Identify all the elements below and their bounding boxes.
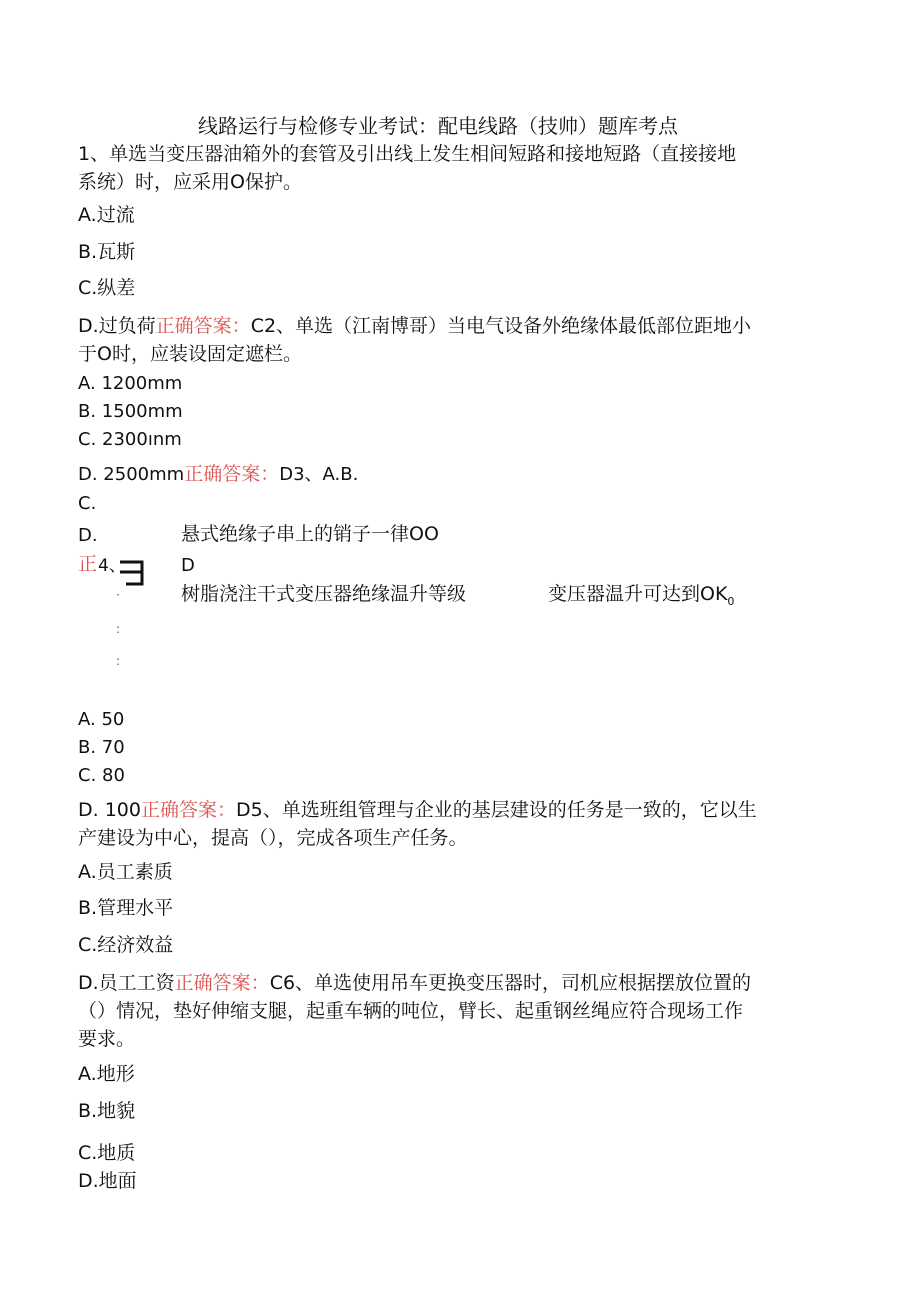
q6-stem-line1: C6、单选使用吊车更换变压器时，司机应根据摆放位置的 [269, 972, 752, 994]
answer-label: 正确答案： [140, 799, 236, 821]
q4-stem-part2: 变压器温升可达到OK [548, 583, 728, 605]
q4-option-c: C. 80 [78, 765, 125, 786]
q4-stem-part2-row [548, 582, 734, 614]
q3-option-d: D. [78, 525, 98, 546]
q1-option-c: C.纵差 [78, 277, 136, 299]
q3-stem-text: 悬式绝缘子串上的销子一律OO [181, 523, 439, 545]
q3-option-c: C. [78, 493, 97, 514]
q6-option-b: B.地貌 [78, 1100, 136, 1122]
q2-stem-line2: 于O时，应装设固定遮栏。 [78, 343, 302, 365]
q5-option-a: A.员工素质 [78, 861, 173, 883]
q1-option-d: D.过负荷 [78, 315, 156, 337]
q5-option-d-row [78, 971, 751, 995]
q6-option-a: A.地形 [78, 1063, 135, 1085]
q1-option-d-row [78, 314, 751, 338]
q4-number: 4、 [98, 556, 126, 576]
q5-stem-line1: D5、单选班组管理与企业的基层建设的任务是一致的，它以生 [236, 799, 757, 821]
scan-artifact: · [116, 588, 120, 602]
answer-label: 正确答案： [155, 315, 251, 337]
q1-option-b: B.瓦斯 [78, 241, 136, 263]
q6-option-c: C.地质 [78, 1142, 136, 1164]
q2-option-a: A. 1200mm [78, 373, 183, 394]
q3-answer: D [181, 555, 195, 576]
q5-stem-line2: 产建设为中心，提高（），完成各项生产任务。 [78, 827, 468, 849]
q5-option-c: C.经济效益 [78, 934, 174, 956]
q6-stem-line2: （）情况，垫好伸缩支腿，起重车辆的吨位，臂长、起重钢丝绳应符合现场工作 [78, 1000, 744, 1022]
q2-option-b: B. 1500mm [78, 401, 183, 422]
q4-option-d-row [78, 798, 757, 822]
q2-option-c: C. 2300ınm [78, 429, 182, 450]
q5-option-d: D.员工工资 [78, 972, 175, 994]
q1-option-a: A.过流 [78, 204, 135, 226]
q2-option-d-row [78, 462, 358, 487]
q4-stem-part1: 树脂浇注干式变压器绝缘温升等级 [181, 583, 467, 605]
q4-option-b: B. 70 [78, 737, 125, 758]
q4-stem-subscript: 0 [727, 594, 735, 608]
q1-stem-line2: 系统）时，应采用O保护。 [78, 171, 302, 193]
q1-stem-line1: 1、单选当变压器油箱外的套管及引出线上发生相间短路和接地短路（直接接地 [78, 143, 737, 165]
q2-option-d: D. 2500mm [78, 464, 185, 485]
answer-prefix: 正 [78, 553, 98, 575]
q6-option-d: D.地面 [78, 1170, 137, 1192]
q3-stem-start: D3、A.B. [279, 464, 359, 485]
page-title: 线路运行与检修专业考试：配电线路（技帅）题库考点 [198, 114, 678, 138]
scan-artifact: : [116, 622, 121, 636]
scan-artifact: : [116, 654, 121, 668]
q4-option-a: A. 50 [78, 709, 125, 730]
q4-option-d: D. 100 [78, 799, 141, 821]
q5-option-b: B.管理水平 [78, 897, 174, 919]
bracket-icon [118, 558, 148, 588]
answer-label: 正确答案： [174, 972, 270, 994]
answer-label: 正确答案： [184, 463, 280, 485]
q2-stem-line1: C2、单选（江南博哥）当电气设备外绝缘体最低部位距地小 [250, 315, 752, 337]
q6-stem-line3: 要求。 [78, 1028, 136, 1050]
